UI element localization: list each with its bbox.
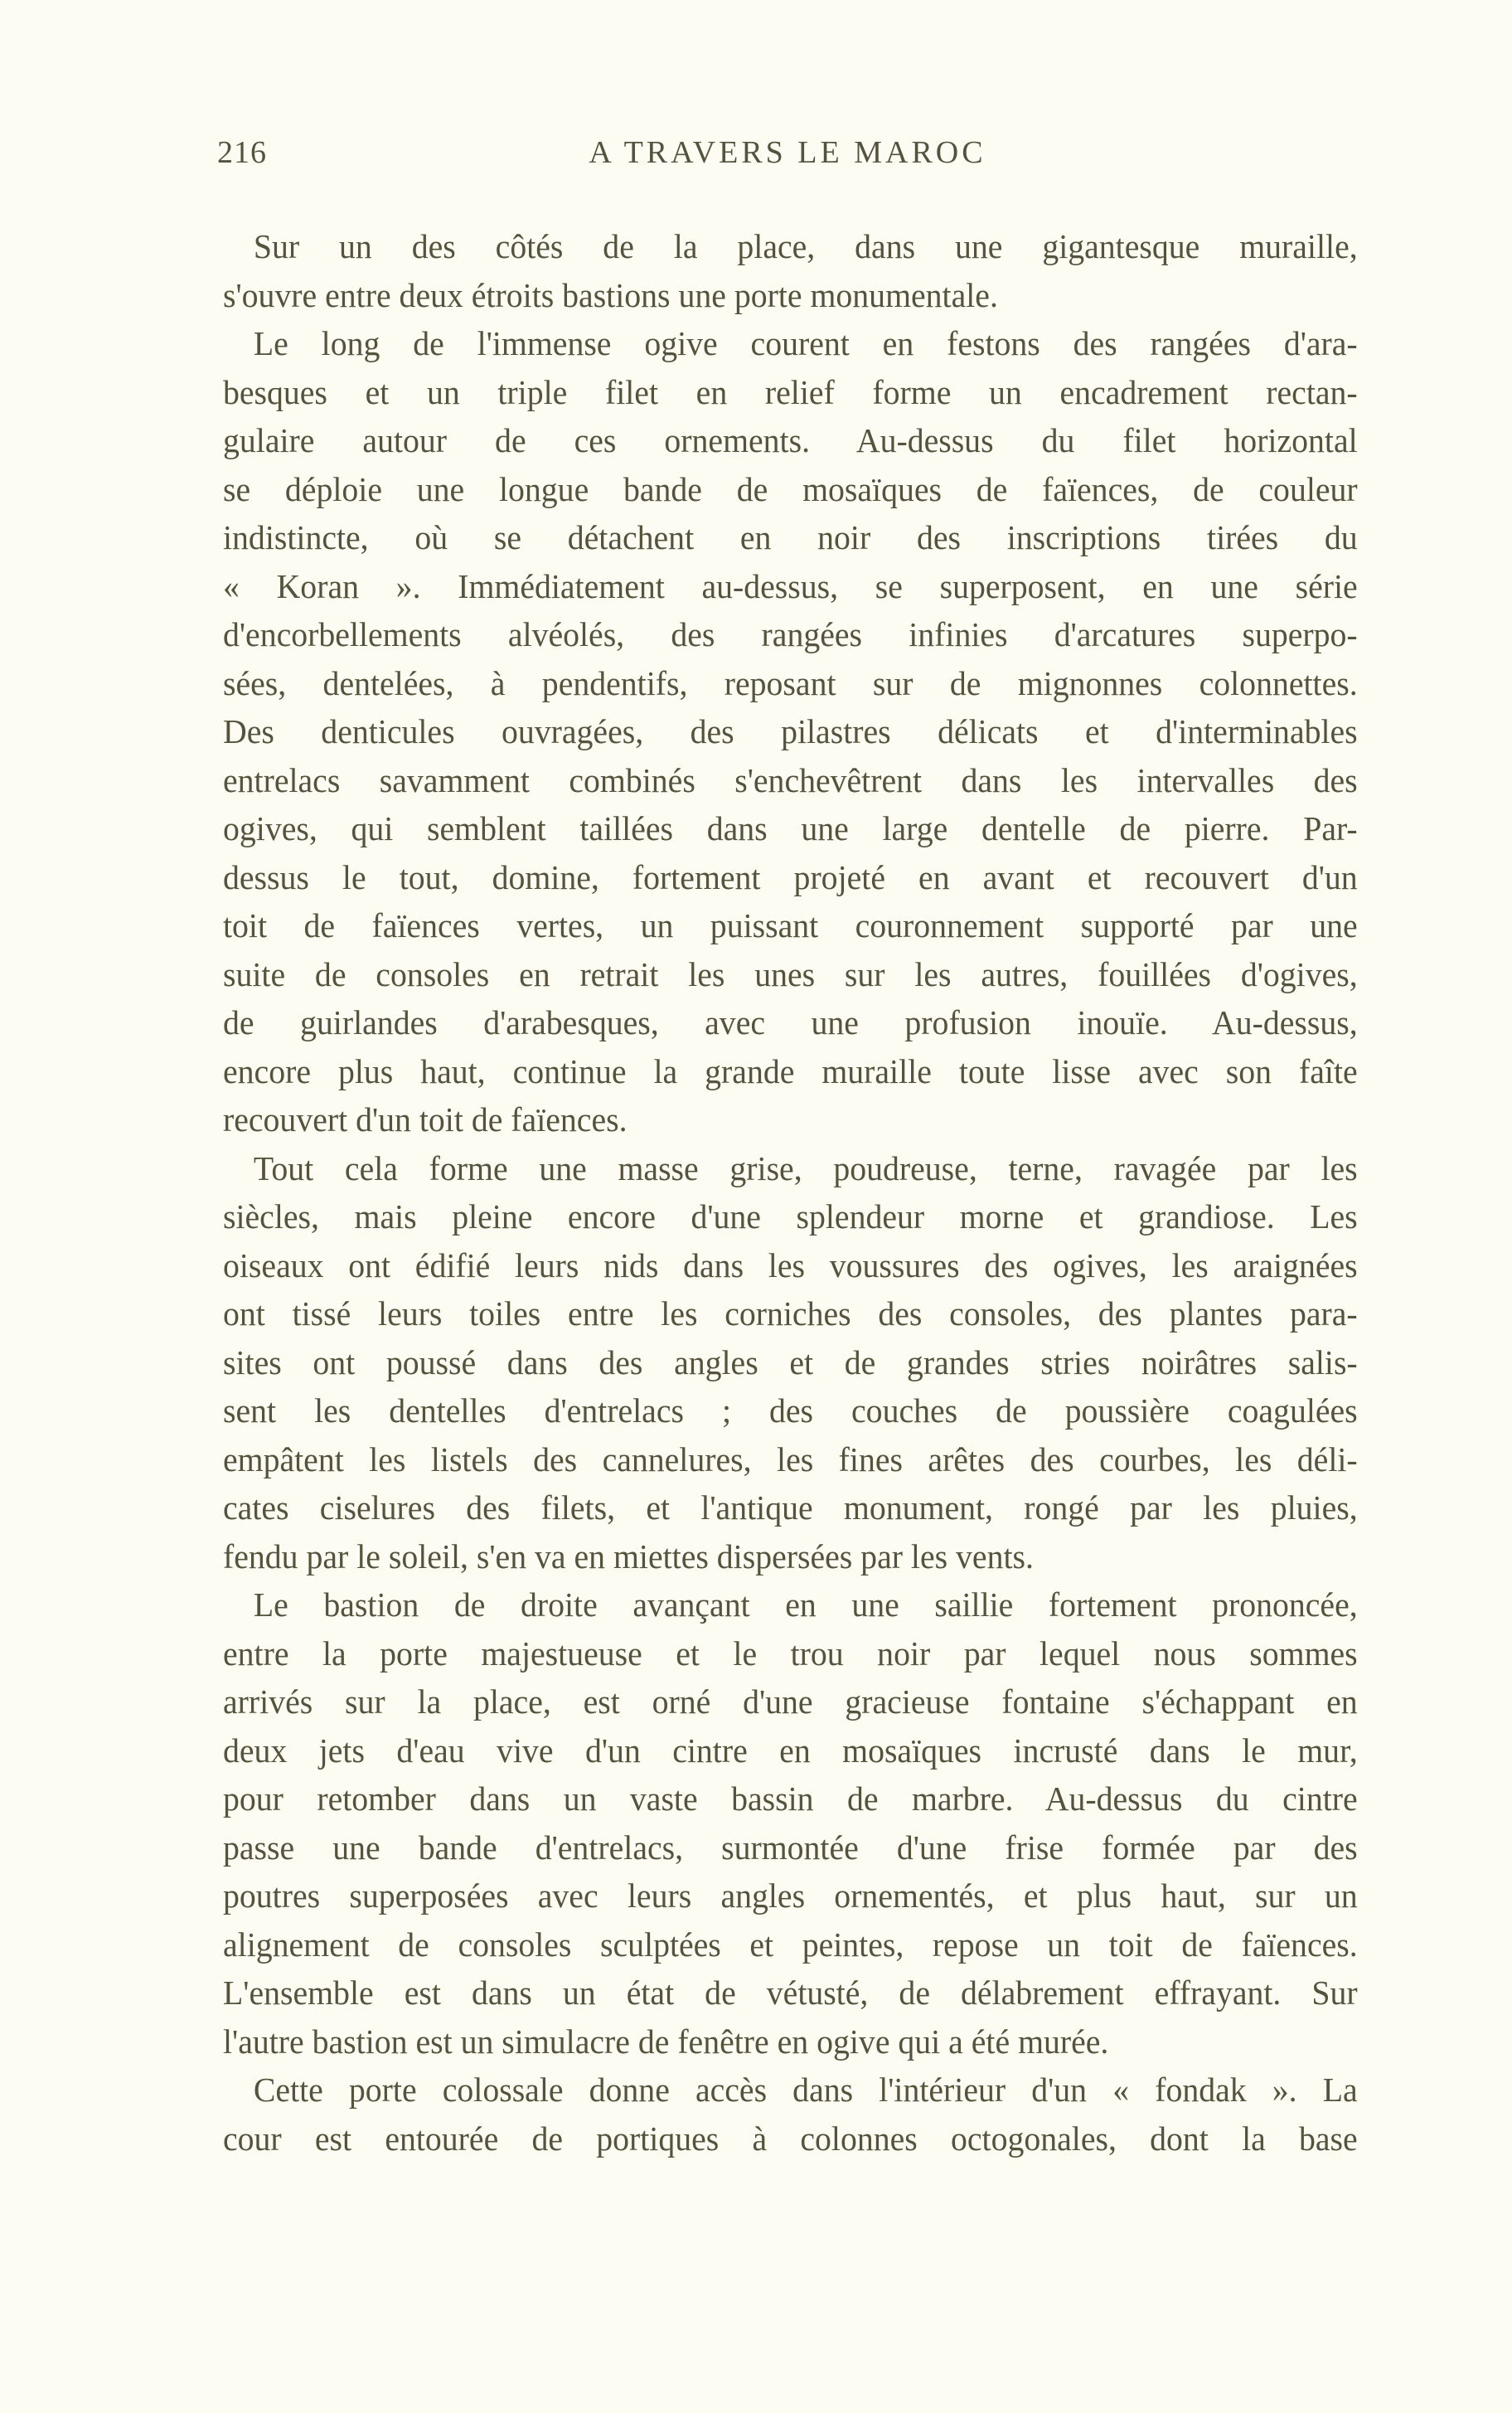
text-line: de guirlandes d'arabesques, avec une profusion inouïe. Au-dessus, [223,1003,1358,1041]
text-line: encore plus haut, continue la grande muraille toute lisse avec son faîte [223,1051,1358,1090]
text-line: pour retomber dans un vaste bassin de marbre. Au-dessus du cintre [223,1779,1358,1818]
text-line: alignement de consoles sculptées et peintes, repose un toit de faïences. [223,1925,1358,1964]
text-line: sées, dentelées, à pendentifs, reposant sur de mignonnes colonnettes. [223,663,1358,702]
text-line: l'autre bastion est un simulacre de fenêtre en ogive qui a été murée. [223,2022,1109,2061]
text-line: Sur un des côtés de la place, dans une gigantesque muraille, [253,227,1358,265]
text-line: oiseaux ont édifié leurs nids dans les voussures des ogives, les araignées [223,1245,1358,1284]
text-line: Le long de l'immense ogive courent en festons des rangées d'ara- [253,324,1358,362]
text-line: ogives, qui semblent taillées dans une large dentelle de pierre. Par- [223,809,1358,847]
text-line: siècles, mais pleine encore d'une splendeur morne et grandiose. Les [223,1197,1358,1236]
text-line: entre la porte majestueuse et le trou noir par lequel nous sommes [223,1634,1358,1673]
text-line: toit de faïences vertes, un puissant couronnement supporté par une [223,906,1358,944]
text-line: Des denticules ouvragées, des pilastres délicats et d'interminables [223,712,1358,750]
running-title: A TRAVERS LE MAROC [589,135,986,170]
body-text [223,222,1393,2163]
text-line: passe une bande d'entrelacs, surmontée d'une frise formée par des [223,1828,1358,1867]
text-line: sites ont poussé dans des angles et de grandes stries noirâtres salis- [223,1342,1358,1381]
text-line: Tout cela forme une masse grise, poudreuse, terne, ravagée par les [253,1148,1358,1187]
text-line: suite de consoles en retrait les unes sur les autres, fouillées d'ogives, [223,954,1358,993]
text-line: s'ouvre entre deux étroits bastions une porte monumentale. [223,275,998,314]
text-line: d'encorbellements alvéolés, des rangées infinies d'arcatures superpo- [223,615,1358,653]
text-line: dessus le tout, domine, fortement projeté en avant et recouvert d'un [223,857,1358,896]
text-line: cour est entourée de portiques à colonnes octogonales, dont la base [223,2119,1358,2158]
text-line: ont tissé leurs toiles entre les corniches des consoles, des plantes para- [223,1294,1358,1333]
text-line: arrivés sur la place, est orné d'une gracieuse fontaine s'échappant en [223,1682,1358,1721]
text-line: cates ciselures des filets, et l'antique monument, rongé par les pluies, [223,1488,1358,1527]
text-line: L'ensemble est dans un état de vétusté, de délabrement effrayant. Sur [223,1974,1358,2012]
text-line: empâtent les listels des cannelures, les fines arêtes des courbes, les déli- [223,1440,1358,1478]
text-line: Le bastion de droite avançant en une saillie fortement prononcée, [253,1585,1358,1624]
text-line: recouvert d'un toit de faïences. [223,1100,628,1139]
page-number: 216 [217,135,267,170]
text-line: se déploie une longue bande de mosaïques de faïences, de couleur [223,469,1358,508]
text-line: indistincte, où se détachent en noir des inscriptions tirées du [223,518,1358,556]
text-line: gulaire autour de ces ornements. Au-dessus du filet horizontal [223,421,1358,459]
text-line: besques et un triple filet en relief forme un encadrement rectan- [223,372,1358,411]
text-line: poutres superposées avec leurs angles ornementés, et plus haut, sur un [223,1877,1358,1915]
text-line: deux jets d'eau vive d'un cintre en mosaïques incrusté dans le mur, [223,1731,1358,1770]
text-line: sent les dentelles d'entrelacs ; des couches de poussière coagulées [223,1391,1358,1430]
text-line: fendu par le soleil, s'en va en miettes dispersées par les vents. [223,1537,1034,1575]
text-line: entrelacs savamment combinés s'enchevêtrent dans les intervalles des [223,760,1358,799]
text-line: « Koran ». Immédiatement au-dessus, se superposent, en une série [223,566,1358,605]
text-line: Cette porte colossale donne accès dans l'intérieur d'un « fondak ». La [253,2071,1358,2109]
